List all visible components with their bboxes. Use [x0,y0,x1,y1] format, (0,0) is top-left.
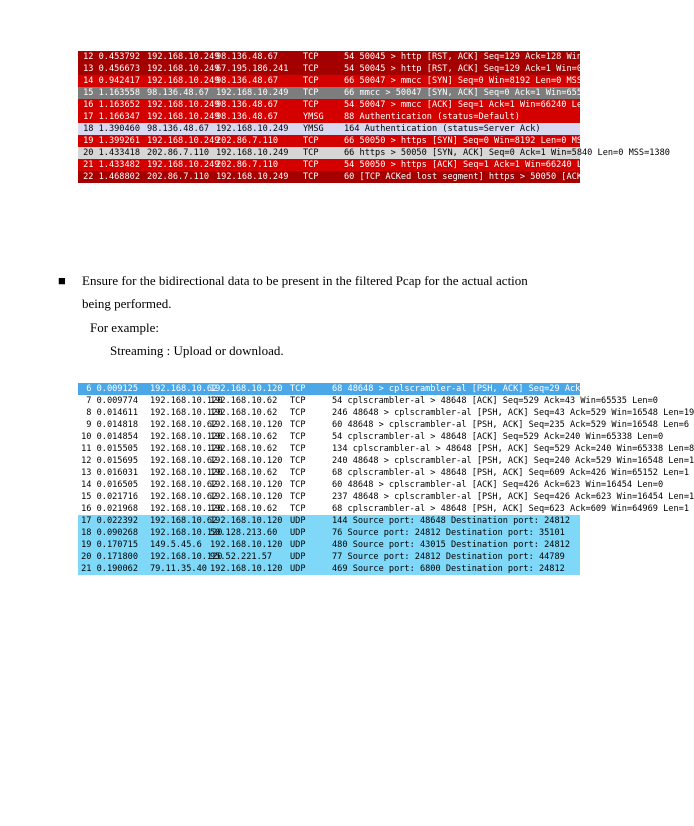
packet-destination: 192.168.10.120 [210,516,283,526]
packet-source: 149.5.45.6 [150,540,202,550]
packet-protocol: TCP [303,52,319,62]
packet-destination: 202.86.7.110 [216,160,279,170]
packet-source: 192.168.10.249 [147,76,220,86]
packet-info: 480 Source port: 43015 Destination port: 24812 [332,540,570,550]
packet-protocol: TCP [290,480,306,490]
packet-info: 237 48648 > cplscrambler-al [PSH, ACK] Seq=426 Ack=623 Win=16454 Len=1 [332,492,694,502]
packet-row[interactable] [78,539,580,551]
packet-list-top [78,51,670,221]
packet-destination: 192.168.10.62 [210,408,278,418]
packet-row[interactable] [78,563,580,575]
packet-destination: 192.168.10.249 [216,148,289,158]
packet-destination: 192.168.10.249 [216,88,289,98]
packet-no-time: 16 1.163652 [83,100,140,110]
packet-source: 202.86.7.110 [147,172,210,182]
packet-destination: 192.168.10.120 [210,420,283,430]
packet-row[interactable] [78,443,694,455]
packet-destination: 192.168.10.62 [210,468,278,478]
packet-row[interactable] [78,479,664,491]
packet-destination: 98.136.48.67 [216,52,279,62]
packet-no-time: 19 1.399261 [83,136,140,146]
packet-row[interactable] [78,527,580,539]
packet-source: 192.168.10.120 [150,468,223,478]
packet-protocol: TCP [303,88,319,98]
packet-destination: 192.168.10.120 [210,564,283,574]
packet-no-time: 6 0.009125 [86,384,138,394]
packet-row[interactable] [78,407,694,419]
packet-no-time: 13 0.456673 [83,64,140,74]
packet-protocol: TCP [303,160,319,170]
packet-info: 66 50047 > mmcc [SYN] Seq=0 Win=8192 Len=0 MSS=1460 WS=4 SACK_P [344,76,670,86]
packet-no-time: 15 1.163558 [83,88,140,98]
packet-row[interactable] [78,455,694,467]
packet-destination: 192.168.10.62 [210,396,278,406]
example-label: For example: [90,320,159,335]
packet-protocol: TCP [303,64,319,74]
packet-protocol: UDP [290,516,306,526]
packet-protocol: TCP [290,492,306,502]
packet-no-time: 22 1.468802 [83,172,140,182]
packet-no-time: 13 0.016031 [81,468,138,478]
packet-row[interactable] [78,503,689,515]
packet-source: 192.168.10.120 [150,444,223,454]
packet-no-time: 19 0.170715 [81,540,138,550]
packet-protocol: TCP [303,148,319,158]
packet-no-time: 20 1.433418 [83,148,140,158]
packet-protocol: TCP [290,456,306,466]
packet-destination: 192.168.10.120 [210,480,283,490]
packet-no-time: 8 0.014611 [86,408,138,418]
packet-protocol: UDP [290,528,306,538]
packet-row[interactable] [78,171,670,183]
packet-row[interactable] [78,491,694,503]
packet-destination: 192.168.10.249 [216,172,289,182]
packet-destination: 192.168.10.120 [210,492,283,502]
packet-no-time: 7 0.009774 [86,396,138,406]
packet-source: 192.168.10.62 [150,420,218,430]
packet-destination: 192.168.10.62 [210,504,278,514]
packet-destination: 192.168.10.120 [210,384,283,394]
packet-info: 469 Source port: 6800 Destination port: 24812 [332,564,565,574]
packet-protocol: TCP [303,136,319,146]
packet-source: 202.86.7.110 [147,148,210,158]
packet-row[interactable] [78,419,689,431]
packet-info: 66 https > 50050 [SYN, ACK] Seq=0 Ack=1 Win=5840 Len=0 MSS=1380 [344,148,670,158]
packet-info: 60 [TCP ACKed lost segment] https > 50050 [ACK] Seq=1 Ack=124 W [344,172,670,182]
packet-destination: 95.52.221.57 [210,552,273,562]
packet-destination: 98.136.48.67 [216,100,279,110]
packet-info: 54 cplscrambler-al > 48648 [ACK] Seq=529 Ack=240 Win=65338 Len=0 [332,432,664,442]
packet-info: 144 Source port: 48648 Destination port: 24812 [332,516,570,526]
packet-source: 192.168.10.120 [150,504,223,514]
instruction-line-1: Ensure for the bidirectional data to be present in the filtered Pcap for the actual action [82,273,528,288]
packet-protocol: TCP [290,420,306,430]
packet-row[interactable] [78,551,580,563]
packet-info: 76 Source port: 24812 Destination port: 35101 [332,528,565,538]
packet-protocol: TCP [303,172,319,182]
packet-destination: 192.168.10.120 [210,456,283,466]
packet-source: 192.168.10.62 [150,480,218,490]
packet-no-time: 21 1.433482 [83,160,140,170]
packet-info: 164 Authentication (status=Server Ack) [344,124,541,134]
packet-info: 60 48648 > cplscrambler-al [PSH, ACK] Seq=235 Ack=529 Win=16548 Len=6 [332,420,689,430]
packet-info: 54 50050 > https [ACK] Seq=1 Ack=1 Win=66240 Len=0 [344,160,603,170]
packet-row[interactable] [78,159,603,171]
example-text: Streaming : Upload or download. [110,343,284,358]
packet-no-time: 14 0.942417 [83,76,140,86]
packet-info: 68 48648 > cplscrambler-al [PSH, ACK] Seq=29 Ack=529 Win=16548 Len=14 [332,384,689,394]
packet-source: 192.168.10.120 [150,408,223,418]
packet-row[interactable] [78,87,670,99]
packet-destination: 202.86.7.110 [216,136,279,146]
packet-info: 54 50045 > http [RST, ACK] Seq=129 Ack=1 Win=0 Len=0 [344,64,614,74]
packet-source: 192.168.10.120 [150,396,223,406]
packet-source: 192.168.10.62 [150,516,218,526]
packet-protocol: TCP [303,76,319,86]
packet-protocol: YMSG [303,124,324,134]
packet-protocol: UDP [290,540,306,550]
packet-no-time: 17 1.166347 [83,112,140,122]
packet-source: 192.168.10.62 [150,456,218,466]
packet-destination: 50.128.213.60 [210,528,278,538]
packet-list-bottom [78,383,694,574]
packet-source: 192.168.10.249 [147,100,220,110]
packet-no-time: 18 1.390460 [83,124,140,134]
packet-info: 88 Authentication (status=Default) [344,112,520,122]
packet-row[interactable] [78,515,580,527]
packet-protocol: TCP [290,384,306,394]
bullet-icon: ■ [58,273,66,288]
packet-source: 192.168.10.249 [147,64,220,74]
packet-protocol: TCP [290,396,306,406]
packet-row[interactable] [78,63,614,75]
packet-protocol: UDP [290,564,306,574]
packet-source: 79.11.35.40 [150,564,207,574]
packet-destination: 192.168.10.120 [210,540,283,550]
packet-protocol: YMSG [303,112,324,122]
packet-row[interactable] [78,51,624,63]
packet-destination: 192.168.10.62 [210,444,278,454]
packet-info: 54 50045 > http [RST, ACK] Seq=129 Ack=128 Win=0 Len=0 [344,52,624,62]
packet-protocol: TCP [303,100,319,110]
packet-source: 192.168.10.249 [147,160,220,170]
packet-source: 192.168.10.120 [150,432,223,442]
packet-source: 192.168.10.62 [150,492,218,502]
packet-source: 192.168.10.120 [150,528,223,538]
packet-info: 246 48648 > cplscrambler-al [PSH, ACK] Seq=43 Ack=529 Win=16548 Len=19 [332,408,694,418]
packet-row[interactable] [78,123,580,135]
packet-no-time: 18 0.090268 [81,528,138,538]
packet-info: 68 cplscrambler-al > 48648 [PSH, ACK] Seq=609 Ack=426 Win=65152 Len=1 [332,468,689,478]
packet-row[interactable] [78,395,658,407]
packet-no-time: 17 0.022392 [81,516,138,526]
packet-source: 192.168.10.120 [150,552,223,562]
packet-row[interactable] [78,467,689,479]
packet-row[interactable] [78,383,689,395]
packet-no-time: 15 0.021716 [81,492,138,502]
packet-protocol: TCP [290,444,306,454]
packet-info: 66 mmcc > 50047 [SYN, ACK] Seq=0 Ack=1 Win=65535 Len=0 MSS=1380 [344,88,670,98]
packet-protocol: TCP [290,432,306,442]
packet-destination: 98.136.48.67 [216,76,279,86]
packet-info: 240 48648 > cplscrambler-al [PSH, ACK] Seq=240 Ack=529 Win=16548 Len=1 [332,456,694,466]
packet-info: 77 Source port: 24812 Destination port: 44789 [332,552,565,562]
packet-row[interactable] [78,147,670,159]
packet-info: 54 cplscrambler-al > 48648 [ACK] Seq=529 Ack=43 Win=65535 Len=0 [332,396,658,406]
instruction-line-2: being performed. [82,296,172,311]
packet-no-time: 14 0.016505 [81,480,138,490]
packet-no-time: 9 0.014818 [86,420,138,430]
packet-protocol: TCP [290,408,306,418]
packet-protocol: TCP [290,504,306,514]
packet-source: 192.168.10.249 [147,112,220,122]
packet-row[interactable] [78,431,664,443]
packet-info: 60 48648 > cplscrambler-al [ACK] Seq=426 Ack=623 Win=16454 Len=0 [332,480,664,490]
packet-row[interactable] [78,99,598,111]
packet-no-time: 20 0.171800 [81,552,138,562]
packet-row[interactable] [78,111,580,123]
packet-no-time: 16 0.021968 [81,504,138,514]
packet-destination: 98.136.48.67 [216,112,279,122]
packet-no-time: 12 0.015695 [81,456,138,466]
packet-info: 68 cplscrambler-al > 48648 [PSH, ACK] Seq=623 Ack=609 Win=64969 Len=1 [332,504,689,514]
packet-destination: 67.195.186.241 [216,64,289,74]
packet-no-time: 10 0.014854 [81,432,138,442]
packet-source: 98.136.48.67 [147,124,210,134]
packet-source: 192.168.10.249 [147,136,220,146]
packet-info: 134 cplscrambler-al > 48648 [PSH, ACK] Seq=529 Ack=240 Win=65338 Len=8 [332,444,694,454]
packet-info: 54 50047 > mmcc [ACK] Seq=1 Ack=1 Win=66240 Len=0 [344,100,598,110]
packet-row[interactable] [78,75,670,87]
packet-destination: 192.168.10.249 [216,124,289,134]
packet-protocol: TCP [290,468,306,478]
packet-source: 192.168.10.249 [147,52,220,62]
packet-no-time: 11 0.015505 [81,444,138,454]
packet-row[interactable] [78,135,670,147]
packet-protocol: UDP [290,552,306,562]
packet-no-time: 12 0.453792 [83,52,140,62]
packet-source: 192.168.10.62 [150,384,218,394]
packet-destination: 192.168.10.62 [210,432,278,442]
packet-source: 98.136.48.67 [147,88,210,98]
packet-info: 66 50050 > https [SYN] Seq=0 Win=8192 Len=0 MSS=1460 WS=4 SACK_ [344,136,670,146]
packet-no-time: 21 0.190062 [81,564,138,574]
